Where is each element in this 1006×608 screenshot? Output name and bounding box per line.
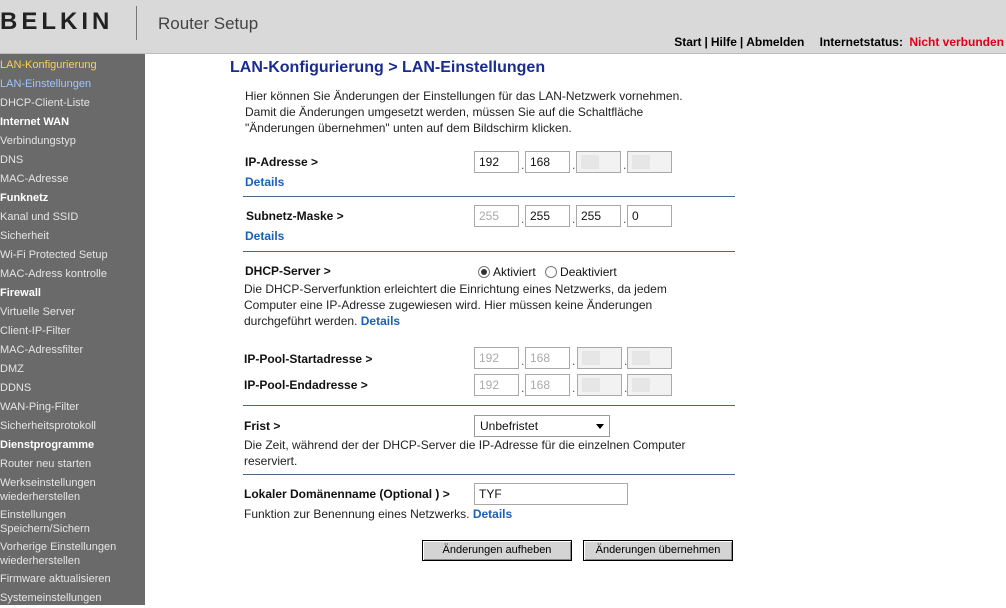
sidebar-item-wan-ping-filter[interactable]: WAN-Ping-Filter <box>0 401 80 413</box>
section-divider <box>243 251 735 252</box>
sidebar-item-ddns[interactable]: DDNS <box>0 382 32 394</box>
sidebar-heading-internet-wan: Internet WAN <box>0 116 70 128</box>
sidebar-heading-firewall: Firewall <box>0 287 41 299</box>
dhcp-disabled-label: Deaktiviert <box>560 265 617 279</box>
belkin-logo: BELKIN <box>0 8 114 35</box>
apply-changes-button[interactable]: Änderungen übernehmen <box>583 540 733 561</box>
sidebar-item-restore-defaults[interactable]: Werkseinstellungen wiederherstellen <box>0 477 96 503</box>
main-content <box>145 54 1006 605</box>
sidebar-item-security-log[interactable]: Sicherheitsprotokoll <box>0 420 96 432</box>
internet-status-value: Nicht verbunden <box>909 35 1004 49</box>
local-domain-input[interactable]: TYF <box>474 483 628 505</box>
lease-time-select[interactable] <box>474 415 610 437</box>
subnet-octet-4[interactable]: 0 <box>627 205 672 227</box>
pool-dot: . <box>521 381 525 395</box>
ip-pool-end-label: IP-Pool-Endadresse > <box>244 378 368 392</box>
local-domain-label: Lokaler Domänenname (Optional ) > <box>244 487 450 501</box>
pool-end-octet-2: 168 <box>525 374 570 396</box>
intro-text: Hier können Sie Änderungen der Einstellungen für das LAN-Netzwerk vornehmen. Damit die Änderungen umgesetzt werden, müssen Sie auf die Schaltfläche "Änderungen übernehmen" unten auf dem Bildschirm klicken. <box>245 89 683 135</box>
cancel-changes-button[interactable]: Änderungen aufheben <box>422 540 572 561</box>
pool-dot: . <box>624 381 628 395</box>
subnet-octet-3[interactable]: 255 <box>576 205 621 227</box>
pool-dot: . <box>572 381 576 395</box>
chevron-down-icon <box>596 424 604 429</box>
masked-value-block <box>632 378 650 392</box>
masked-value-block <box>581 155 599 169</box>
dhcp-details-link[interactable]: Details <box>360 314 401 328</box>
dhcp-enabled-radio[interactable] <box>478 266 490 278</box>
sidebar-item-firmware-update[interactable]: Firmware aktualisieren <box>0 573 111 585</box>
ip-dot: . <box>572 158 576 172</box>
nav-separator: | <box>739 35 744 49</box>
dhcp-description-text: Die DHCP-Serverfunktion erleichtert die Einrichtung eines Netzwerks, da jedem Computer eine IP-Adresse zugewiesen wird. Hier müssen keine Änderungen durchgeführt werden. <box>244 282 667 328</box>
masked-value-block <box>632 351 650 365</box>
ip-pool-start-label: IP-Pool-Startadresse > <box>244 352 373 366</box>
lease-time-value: Unbefristet <box>480 419 539 433</box>
domain-details-link[interactable]: Details <box>472 507 513 521</box>
sidebar-item-client-ip-filter[interactable]: Client-IP-Filter <box>0 325 71 337</box>
subnet-octet-2[interactable]: 255 <box>525 205 570 227</box>
sidebar-item-dns[interactable]: DNS <box>0 154 24 166</box>
pool-end-octet-3[interactable] <box>577 374 622 396</box>
logout-link[interactable]: Abmelden <box>746 35 805 49</box>
masked-value-block <box>632 155 650 169</box>
sidebar-nav <box>0 54 145 605</box>
sidebar-item-connection-type[interactable]: Verbindungstyp <box>0 135 76 147</box>
pool-dot: . <box>521 354 525 368</box>
ip-dot: . <box>521 158 525 172</box>
ip-octet-2[interactable]: 168 <box>525 151 570 173</box>
section-divider <box>243 474 735 475</box>
masked-value-block <box>582 351 600 365</box>
pool-start-octet-3[interactable] <box>577 347 622 369</box>
sidebar-heading-wireless: Funknetz <box>0 192 49 204</box>
dhcp-radio-group <box>478 265 617 279</box>
sidebar-item-dhcp-client-list[interactable]: DHCP-Client-Liste <box>0 97 90 109</box>
lease-time-label: Frist > <box>244 419 281 433</box>
dhcp-disabled-radio[interactable] <box>545 266 557 278</box>
subnet-details-link[interactable]: Details <box>245 229 285 243</box>
logo-divider <box>136 6 137 40</box>
internet-status-label: Internetstatus: <box>819 35 903 49</box>
pool-end-octet-4[interactable] <box>627 374 672 396</box>
top-nav <box>674 35 1004 49</box>
ip-octet-4[interactable] <box>627 151 672 173</box>
sidebar-item-mac-filter[interactable]: MAC-Adressfilter <box>0 344 84 356</box>
section-divider <box>243 405 735 406</box>
pool-dot: . <box>572 354 576 368</box>
sidebar-item-virtual-servers[interactable]: Virtuelle Server <box>0 306 75 318</box>
sidebar-item-security[interactable]: Sicherheit <box>0 230 49 242</box>
lease-time-description: Die Zeit, während der der DHCP-Server die IP-Adresse für die einzelnen Computer reserviert. <box>244 438 686 468</box>
sidebar-item-wps[interactable]: Wi-Fi Protected Setup <box>0 249 108 261</box>
ip-octet-3[interactable] <box>576 151 621 173</box>
dhcp-server-label: DHCP-Server > <box>245 264 331 278</box>
header-bar <box>0 0 1006 54</box>
ip-octet-1[interactable]: 192 <box>474 151 519 173</box>
sidebar-item-reboot[interactable]: Router neu starten <box>0 458 92 470</box>
dhcp-description <box>244 281 714 329</box>
page-title: LAN-Konfigurierung > LAN-Einstellungen <box>230 59 546 76</box>
sidebar-item-mac-address[interactable]: MAC-Adresse <box>0 173 69 185</box>
sidebar-item-dmz[interactable]: DMZ <box>0 363 24 375</box>
start-link[interactable]: Start <box>674 35 702 49</box>
section-divider <box>243 196 735 197</box>
pool-start-octet-1: 192 <box>474 347 519 369</box>
subnet-mask-label: Subnetz-Maske > <box>246 209 344 223</box>
nav-separator: | <box>704 35 708 49</box>
local-domain-description <box>244 506 714 522</box>
pool-start-octet-2: 168 <box>525 347 570 369</box>
sidebar-item-save-settings[interactable]: Einstellungen Speichern/Sichern <box>0 509 90 535</box>
sidebar-item-mac-control[interactable]: MAC-Adress kontrolle <box>0 268 107 280</box>
sidebar-heading-utilities: Dienstprogramme <box>0 439 95 451</box>
pool-dot: . <box>624 354 628 368</box>
sidebar-item-restore-previous[interactable]: Vorherige Einstellungen wiederherstellen <box>0 541 117 567</box>
ip-details-link[interactable]: Details <box>245 175 285 189</box>
sidebar-item-system-settings[interactable]: Systemeinstellungen <box>0 592 102 604</box>
pool-start-octet-4[interactable] <box>627 347 672 369</box>
masked-value-block <box>582 378 600 392</box>
subnet-octet-1: 255 <box>474 205 519 227</box>
ip-address-label: IP-Adresse > <box>245 155 319 169</box>
sidebar-item-lan-config[interactable]: LAN-Konfigurierung <box>0 59 97 71</box>
pool-end-octet-1: 192 <box>474 374 519 396</box>
ip-dot: . <box>623 158 627 172</box>
dhcp-enabled-label: Aktiviert <box>493 265 536 279</box>
local-domain-description-text: Funktion zur Benennung eines Netzwerks. <box>244 507 470 521</box>
subnet-dot: . <box>572 212 576 226</box>
subnet-dot: . <box>623 212 627 226</box>
app-title: Router Setup <box>158 14 259 33</box>
subnet-dot: . <box>521 212 525 226</box>
sidebar-item-channel-ssid[interactable]: Kanal und SSID <box>0 211 79 223</box>
help-link[interactable]: Hilfe <box>710 35 737 49</box>
sidebar-item-lan-settings[interactable]: LAN-Einstellungen <box>0 78 92 90</box>
